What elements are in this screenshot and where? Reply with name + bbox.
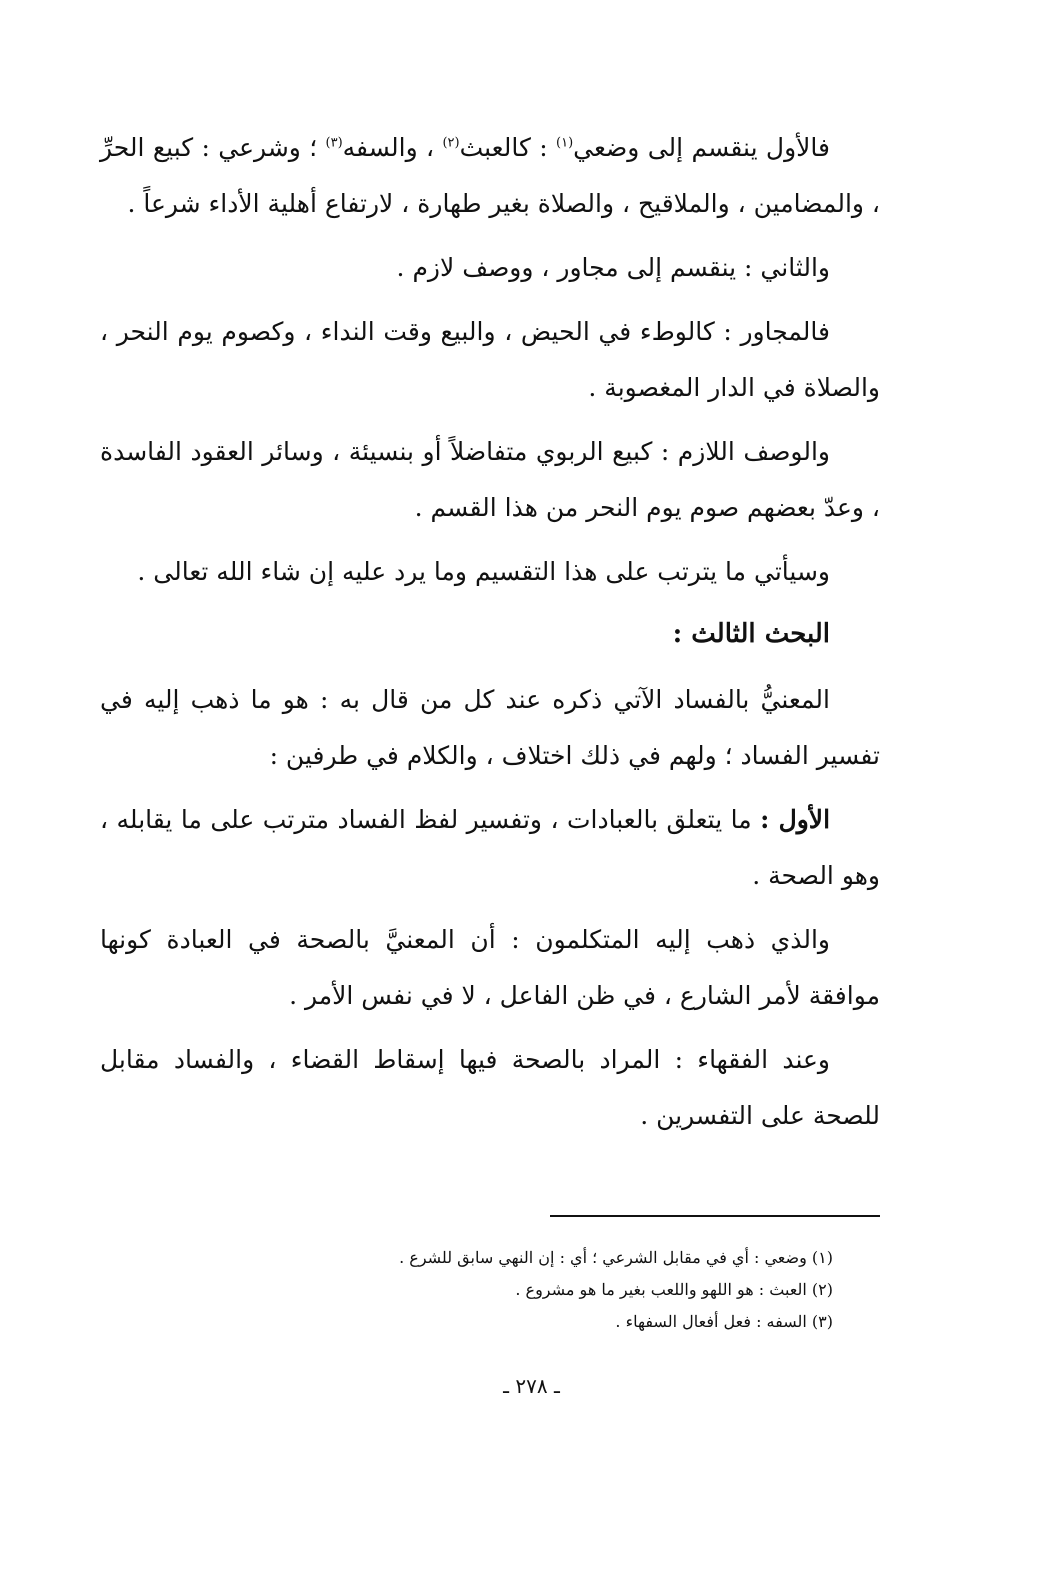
paragraph-3: فالمجاور : كالوطء في الحيض ، والبيع وقت النداء ، وكصوم يوم النحر ، والصلاة في الدار المغصوبة . [100,317,880,402]
paragraph-2: والثاني : ينقسم إلى مجاور ، ووصف لازم . [396,253,830,282]
footnote-divider [550,1215,880,1217]
paragraph-1-part-c: ، والسفه [342,133,435,162]
footnote-ref-3: (٣) [325,135,343,151]
section-title: البحث الثالث : [672,619,830,649]
paragraph-1-part-a: فالأول ينقسم إلى وضعي [573,133,830,162]
paragraph-4: والوصف اللازم : كبيع الربوي متفاضلاً أو بنسيئة ، وسائر العقود الفاسدة ، وعدّ بعضهم صوم يوم النحر من هذا القسم . [100,437,880,522]
paragraph-1 [100,120,880,232]
footnote-1: (١) وضعي : أي في مقابل الشرعي ؛ أي : إن النهي سابق للشرع . [399,1248,833,1267]
page-number: ـ ٢٧٨ ـ [503,1374,560,1398]
paragraph-1-part-d: ؛ وشرعي : كبيع الحرِّ ، والمضامين ، والملاقيح ، والصلاة بغير طهارة ، لارتفاع أهلية الأداء شرعاً . [100,133,880,218]
footnote-ref-2: (٢) [442,135,460,151]
footnotes [133,1242,833,1338]
paragraph-7-lead: الأول : [760,805,831,834]
paragraph-8: والذي ذهب إليه المتكلمون : أن المعنيَّ بالصحة في العبادة كونها موافقة لأمر الشارع ، في ظن الفاعل ، لا في نفس الأمر . [100,925,880,1010]
paragraph-7-rest: ما يتعلق بالعبادات ، وتفسير لفظ الفساد مترتب على ما يقابله ، وهو الصحة . [100,805,880,890]
paragraph-7 [100,792,880,904]
footnote-ref-1: (١) [556,135,574,151]
footnote-3: (٣) السفه : فعل أفعال السفهاء . [615,1312,833,1331]
main-text [100,120,880,1152]
paragraph-9: وعند الفقهاء : المراد بالصحة فيها إسقاط القضاء ، والفساد مقابل للصحة على التفسرين . [100,1045,880,1130]
paragraph-1-part-b: : كالعبث [459,133,548,162]
footnote-2: (٢) العبث : هو اللهو واللعب بغير ما هو مشروع . [515,1280,833,1299]
paragraph-6: المعنيُّ بالفساد الآتي ذكره عند كل من قال به : هو ما ذهب إليه في تفسير الفساد ؛ ولهم في ذلك اختلاف ، والكلام في طرفين : [100,685,880,770]
paragraph-5: وسيأتي ما يترتب على هذا التقسيم وما يرد عليه إن شاء الله تعالى . [137,557,830,586]
